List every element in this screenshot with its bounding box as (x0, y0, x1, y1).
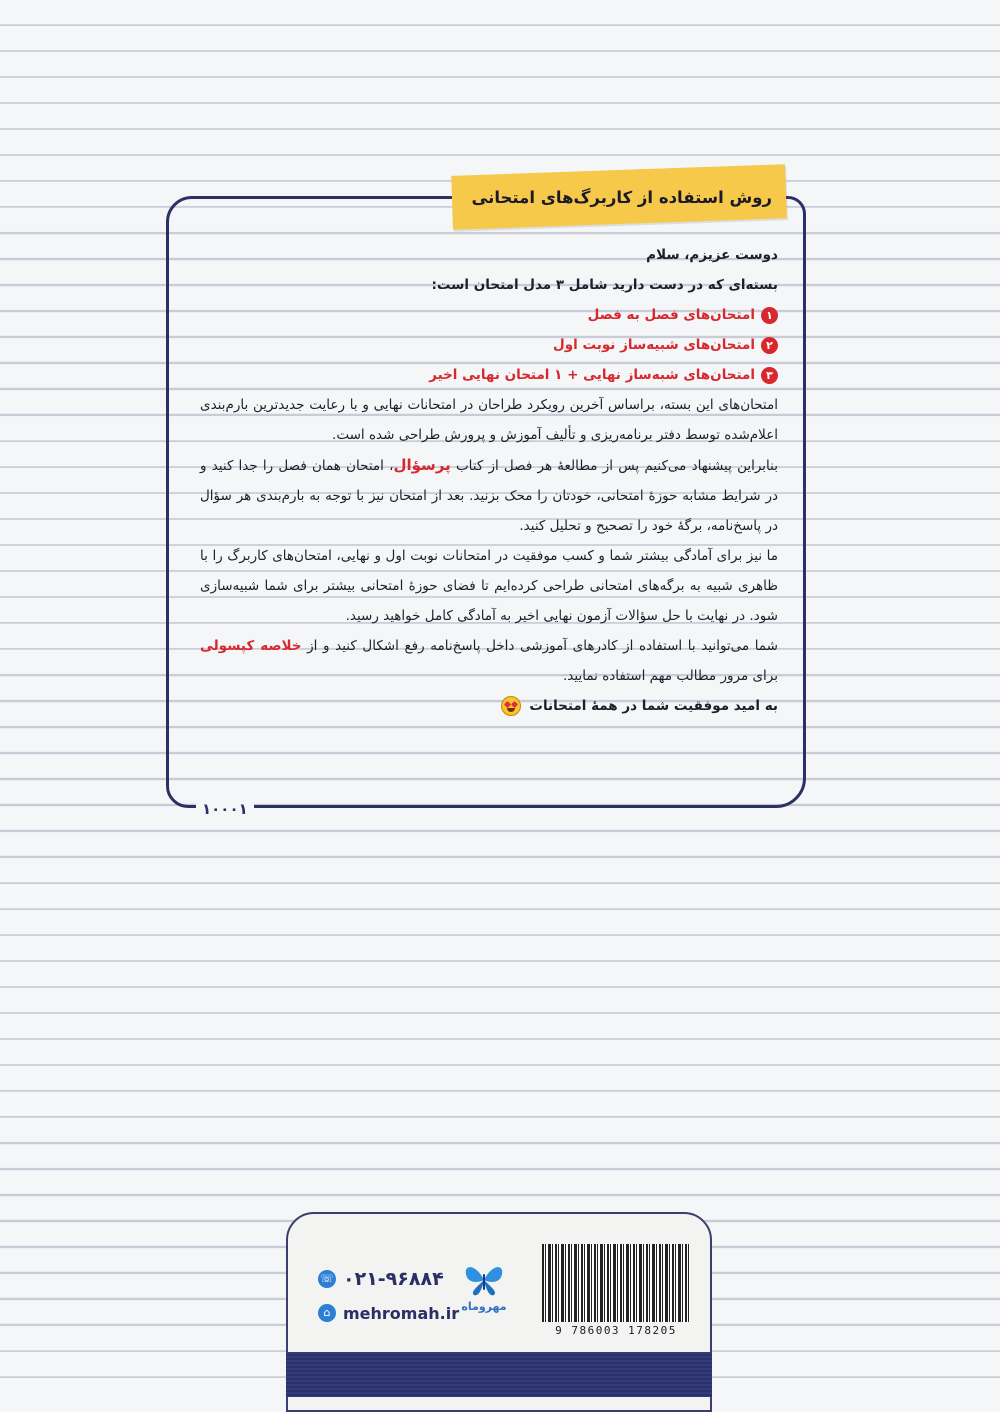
paragraph-4-end: برای مرور مطالب مهم استفاده نمایید. (563, 668, 778, 684)
website-url: mehromah.ir (343, 1303, 460, 1323)
home-icon: ⌂ (318, 1304, 336, 1322)
heart-eyes-emoji-icon (501, 696, 521, 716)
phone-icon: ☏ (318, 1270, 336, 1288)
isbn-number: 9 786003 178205 (555, 1324, 677, 1337)
bottom-stripe (286, 1352, 712, 1397)
list-item (200, 330, 778, 360)
list-item-label: امتحان‌های شبیه‌ساز نوبت اول (553, 337, 755, 353)
phone-row (318, 1262, 459, 1296)
contact-info (318, 1262, 459, 1330)
publisher-logo (456, 1262, 512, 1313)
phone-number: ۰۲۱-۹۶۸۸۴ (343, 1268, 444, 1290)
paragraph-2-start: بنابراین پیشنهاد می‌کنیم پس از مطالعهٔ هر فصل از کتاب (455, 458, 779, 474)
list-item-label: امتحان‌های شبه‌ساز نهایی + ۱ امتحان نهایی اخیر (429, 367, 755, 383)
paragraph-2 (200, 450, 778, 541)
publisher-name: مهروماه (461, 1300, 507, 1313)
main-content (200, 240, 778, 721)
paragraph-1: امتحان‌های این بسته، براساس آخرین رویکرد طراحان در امتحانات نهایی و با رعایت جدیدترین بارم‌بندی اعلام‌شده توسط دفتر برنامه‌ریزی و تألیف آموزش و پرورش طراحی شده است. (200, 397, 778, 443)
paragraph-3: ما نیز برای آمادگی بیشتر شما و کسب موفقیت در امتحانات نوبت اول و نهایی، امتحان‌های کاربرگ را با ظاهری شبیه به برگه‌های امتحانی طراحی کرده‌ایم تا فضای حوزهٔ امتحانی بیشتر برای شما شبیه‌سازی شود. در نهایت با حل سؤالات آزمون نهایی اخیر به آمادگی کامل خواهید رسید. (200, 548, 778, 624)
list-item (200, 360, 778, 390)
frame-page-mark: ۱۰۰۰۱ (196, 800, 254, 818)
greeting: دوست عزیزم، سلام (646, 247, 778, 263)
barcode (542, 1244, 690, 1322)
numbered-circle-icon: ۱ (761, 307, 778, 324)
paragraph-4 (200, 631, 778, 691)
page-title: روش استفاده از کاربرگ‌های امتحانی (471, 188, 772, 207)
list-item-label: امتحان‌های فصل به فصل (587, 307, 755, 323)
paragraph-4-start: شما می‌توانید با استفاده از کادرهای آموزشی داخل پاسخ‌نامه رفع اشکال کنید و از (307, 638, 778, 654)
closing-text: به امید موفقیت شما در همهٔ امتحانات (529, 698, 778, 714)
intro: بسته‌ای که در دست دارید شامل ۳ مدل امتحان است: (431, 277, 778, 293)
numbered-circle-icon: ۲ (761, 337, 778, 354)
paragraph-2-end: ، امتحان همان فصل را جدا کنید و در شرایط مشابه حوزهٔ امتحانی، خودتان را محک بزنید. بعد از امتحان نیز با توجه به بارم‌بندی هر سؤال در پاسخ‌نامه، برگهٔ خود را تصحیح و تحلیل کنید. (200, 458, 778, 534)
list-item (200, 300, 778, 330)
brand-name: پرسؤال (393, 456, 451, 474)
website-row (318, 1296, 459, 1330)
numbered-circle-icon: ۳ (761, 367, 778, 384)
capsule-summary-link: خلاصه کپسولی (200, 638, 302, 654)
closing (200, 691, 778, 721)
butterfly-logo-icon (462, 1262, 506, 1298)
